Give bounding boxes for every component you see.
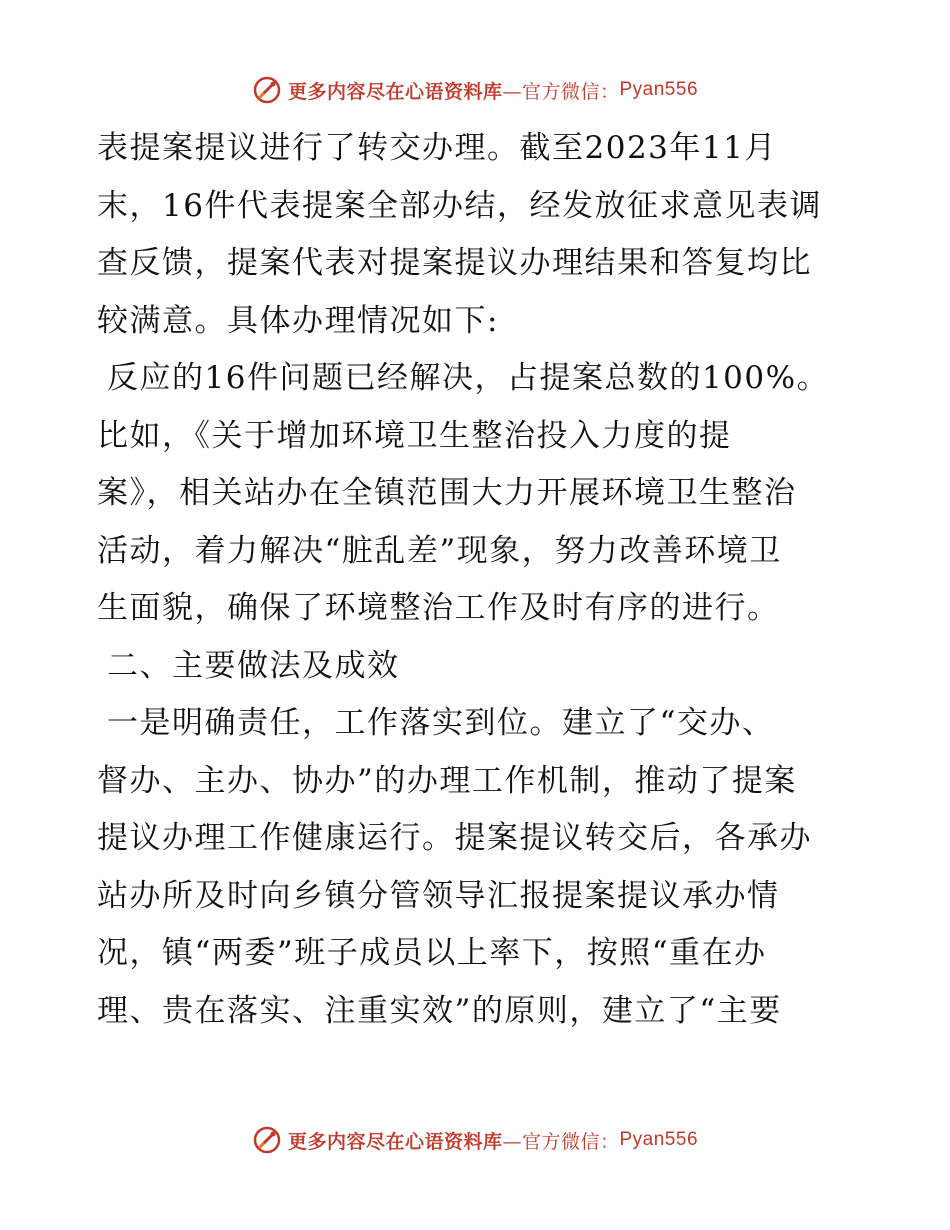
paragraph-line: 理、贵在落实、注重实效”的原则，建立了“主要 [97,992,782,1029]
paragraph-line: 查反馈，提案代表对提案提议办理结果和答复均比 [97,245,812,281]
paragraph-line: 活动，着力解决“脏乱差”现象，努力改善环境卫 [97,532,782,569]
document-body [97,120,857,1040]
watermark-separator: —官方微信： [502,1130,620,1153]
paragraph-line: 生面貌，确保了环境整治工作及时有序的进行。 [97,590,780,626]
paragraph-line: 督办、主办、协办”的办理工作机制，推动了提案 [97,762,797,799]
paragraph-line: 况，镇“两委”班子成员以上率下，按照“重在办 [97,935,767,971]
watermark-wechat-id: Pyan556 [619,79,699,100]
watermark-separator: —官方微信： [502,80,620,103]
watermark-main-text: 更多内容尽在心语资料库 [287,80,503,103]
paragraph-line: 比如，《关于增加环境卫生整治投入力度的提 [97,417,732,454]
watermark-wechat-id: Pyan556 [619,1129,699,1150]
pen-logo-icon [252,75,282,105]
paragraph-line: 表提案提议进行了转交办理。截至2023年11月 [97,130,777,166]
footer-watermark [0,1123,950,1157]
paragraph-line: 反应的16件问题已经解决，占提案总数的100%。 [107,360,830,396]
section-heading: 二、主要做法及成效 [107,647,400,684]
paragraph-line: 一是明确责任，工作落实到位。建立了“交办、 [107,705,775,741]
paragraph-line: 提议办理工作健康运行。提案提议转交后，各承办 [97,820,812,856]
paragraph-line: 较满意。具体办理情况如下: [97,302,499,339]
paragraph-line: 案》，相关站办在全镇范围大力开展环境卫生整治 [97,475,797,511]
watermark-main-text: 更多内容尽在心语资料库 [287,1130,503,1153]
paragraph-line: 末，16件代表提案全部办结，经发放征求意见表调 [97,187,822,224]
paragraph-line: 站办所及时向乡镇分管领导汇报提案提议承办情 [97,877,780,914]
pen-logo-icon [252,1125,282,1155]
header-watermark [0,73,950,107]
